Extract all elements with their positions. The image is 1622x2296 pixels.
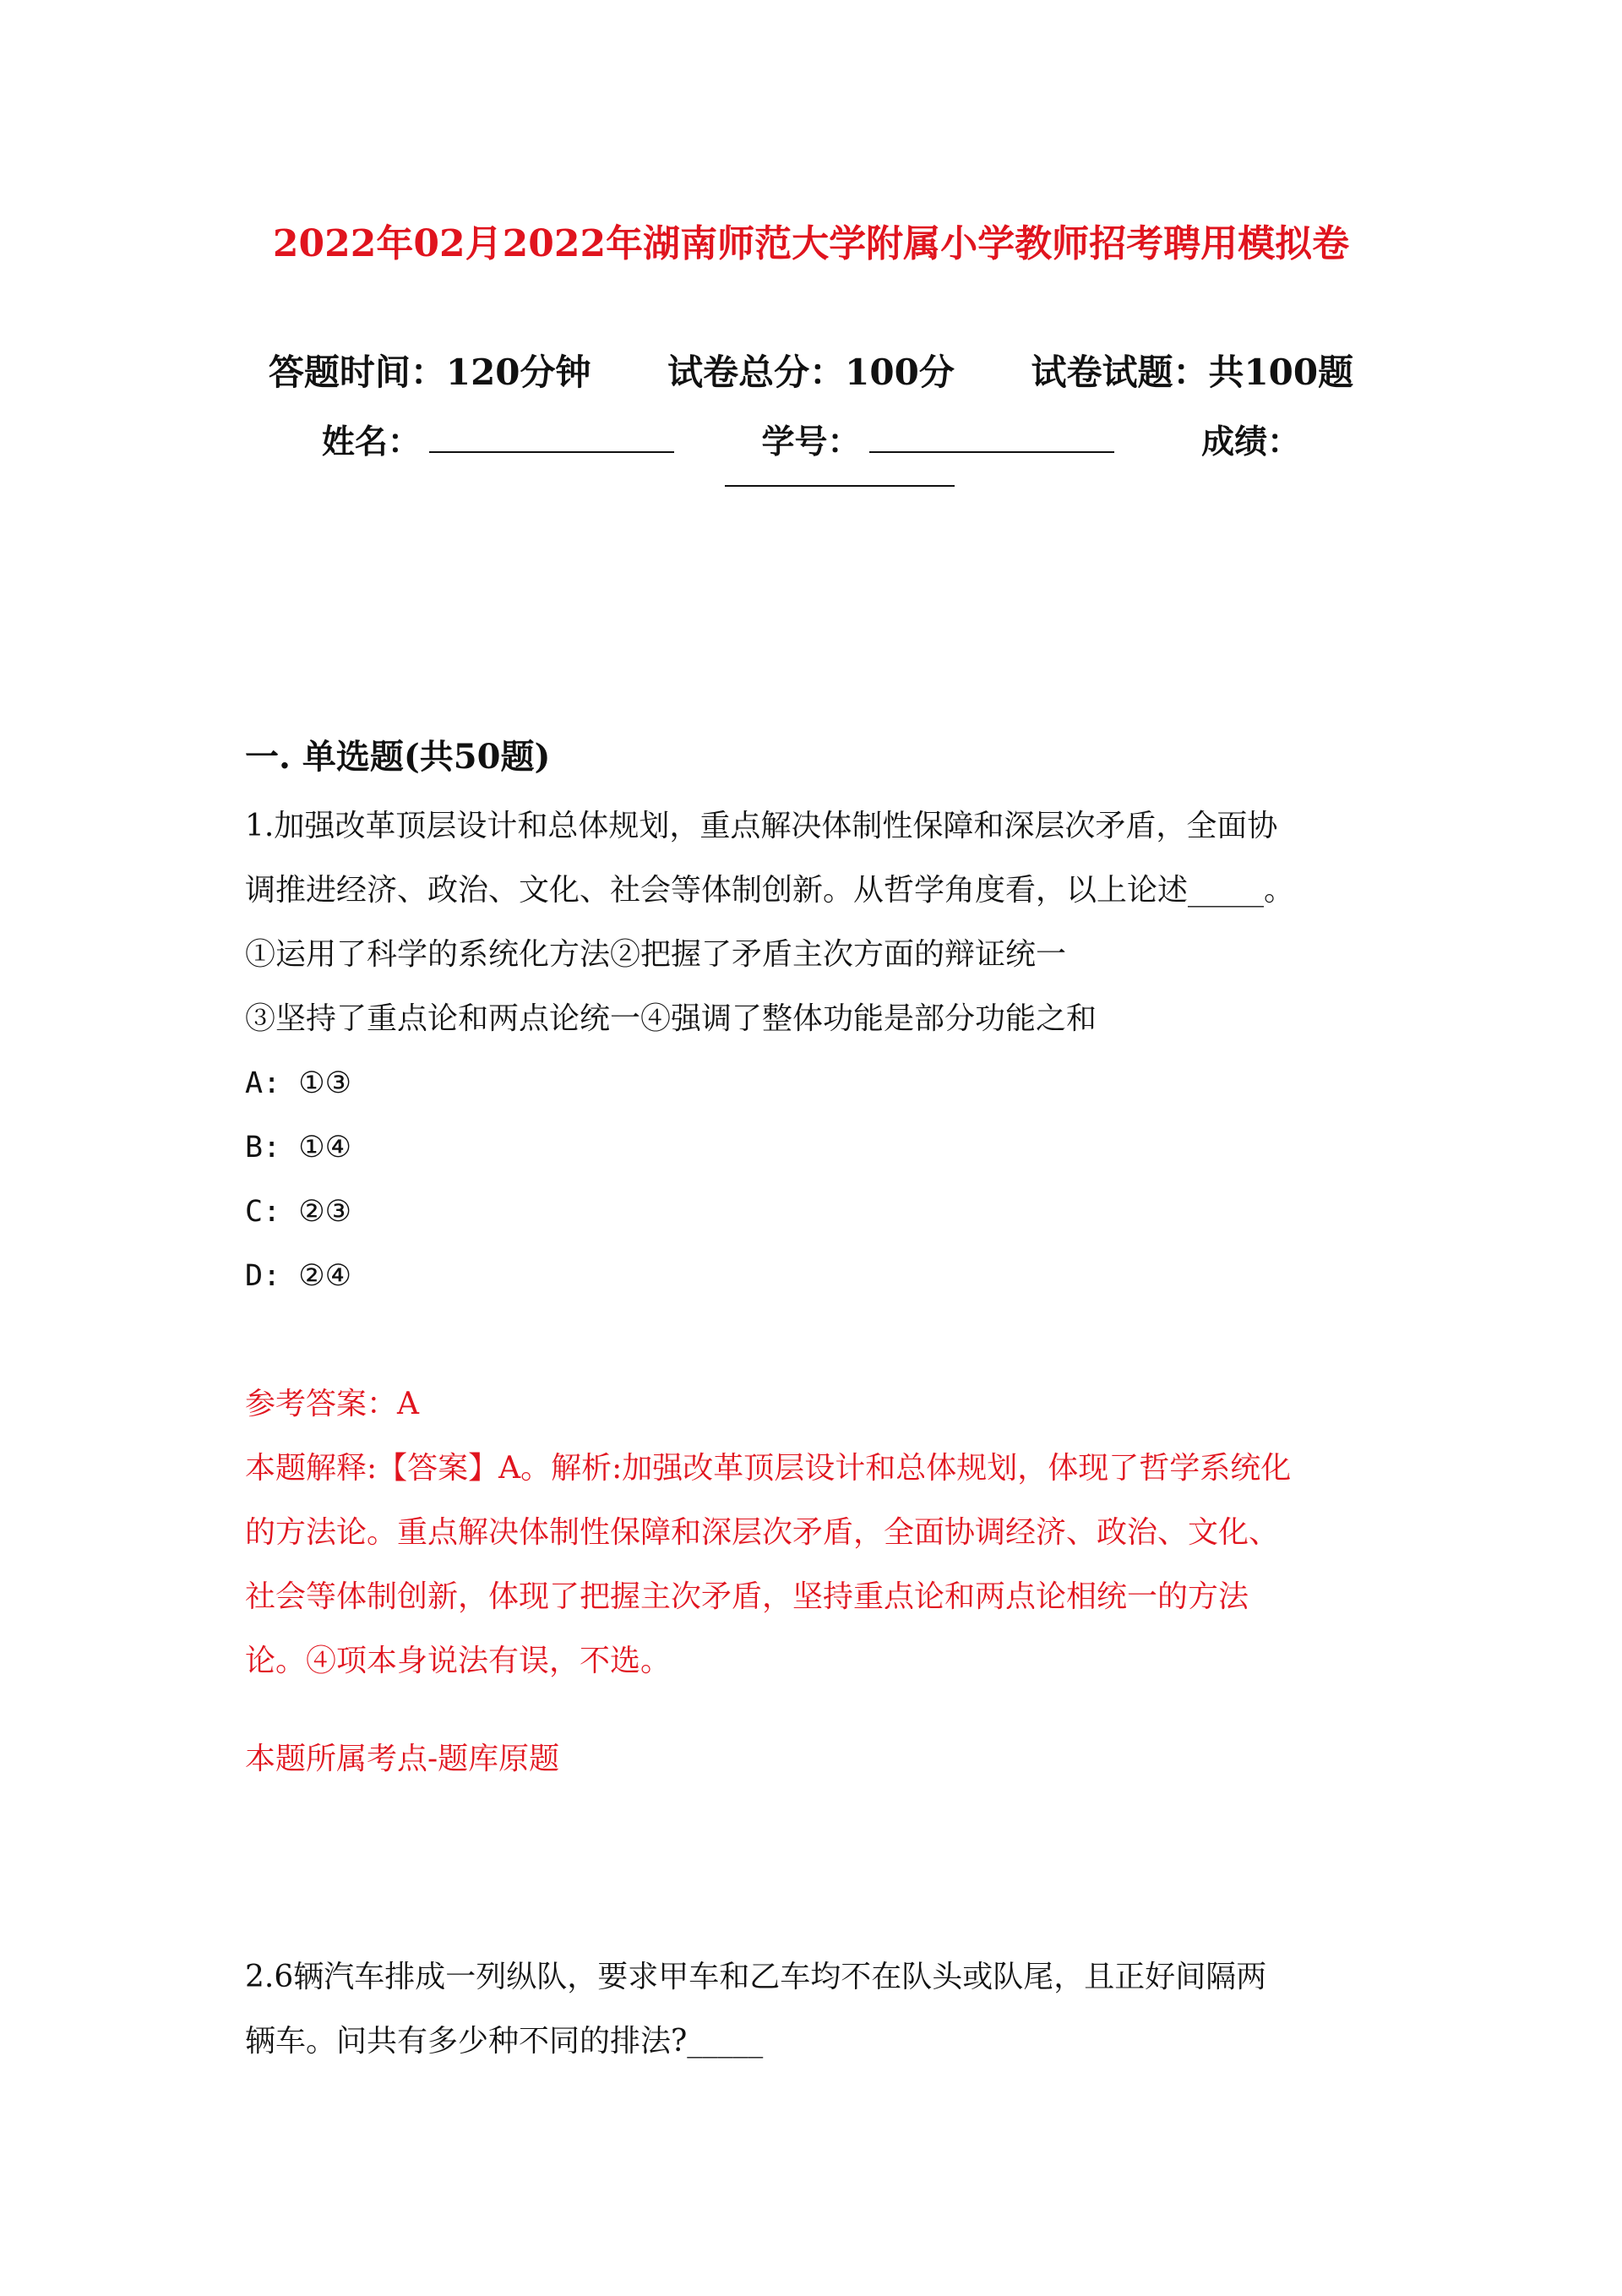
name-label: 姓名： — [321, 423, 421, 461]
answer-block — [245, 1372, 1428, 1792]
option-d: D: ②④ — [245, 1259, 351, 1293]
question-1-line: 调推进经济、政治、文化、社会等体制创新。从哲学角度看，以上论述_____。 — [245, 873, 1295, 908]
student-id-label: 学号： — [761, 423, 861, 461]
name-field — [322, 416, 674, 463]
reference-answer: 参考答案：A — [245, 1387, 419, 1421]
explanation-line: 社会等体制创新，体现了把握主次矛盾，坚持重点论和两点论相统一的方法 — [245, 1579, 1249, 1614]
exam-meta — [0, 345, 1622, 395]
document-title: 2022年02月2022年湖南师范大学附属小学教师招考聘用模拟卷 — [272, 222, 1350, 265]
name-blank — [429, 426, 674, 453]
exam-total-questions: 试卷试题：共100题 — [1031, 352, 1354, 393]
explanation-line: 的方法论。重点解决体制性保障和深层次矛盾，全面协调经济、政治、文化、 — [245, 1515, 1280, 1550]
student-fields — [0, 416, 1622, 463]
question-1-line: 1.加强改革顶层设计和总体规划，重点解决体制性保障和深层次矛盾，全面协 — [245, 809, 1278, 843]
score-blank — [725, 485, 955, 487]
option-c: C: ②③ — [245, 1195, 351, 1229]
question-2-stem — [245, 1945, 1411, 2074]
student-id-field — [761, 416, 1113, 463]
question-1-line: ①运用了科学的系统化方法②把握了矛盾主次方面的辩证统一 — [245, 937, 1067, 972]
question-1-options — [245, 1051, 351, 1308]
question-2-line: 辆车。问共有多少种不同的排法?_____ — [245, 2024, 764, 2059]
score-field — [1201, 416, 1300, 463]
section-title: 一. 单选题(共50题) — [245, 737, 551, 777]
question-1-stem — [245, 794, 1411, 1051]
topic-note: 本题所属考点-题库原题 — [245, 1742, 560, 1776]
option-b: B: ①④ — [245, 1131, 351, 1164]
score-label: 成绩： — [1201, 423, 1301, 461]
question-2-line: 2.6辆汽车排成一列纵队，要求甲车和乙车均不在队头或队尾，且正好间隔两 — [245, 1960, 1267, 1994]
exam-total-score: 试卷总分：100分 — [667, 352, 955, 393]
explanation-line: 论。④项本身说法有误，不选。 — [245, 1644, 672, 1678]
student-id-blank — [869, 426, 1114, 453]
explanation-line: 本题解释:【答案】A。解析:加强改革顶层设计和总体规划，体现了哲学系统化 — [245, 1451, 1292, 1486]
question-1-line: ③坚持了重点论和两点论统一④强调了整体功能是部分功能之和 — [245, 1001, 1097, 1036]
exam-time: 答题时间：120分钟 — [268, 352, 591, 393]
option-a: A: ①③ — [245, 1066, 351, 1100]
